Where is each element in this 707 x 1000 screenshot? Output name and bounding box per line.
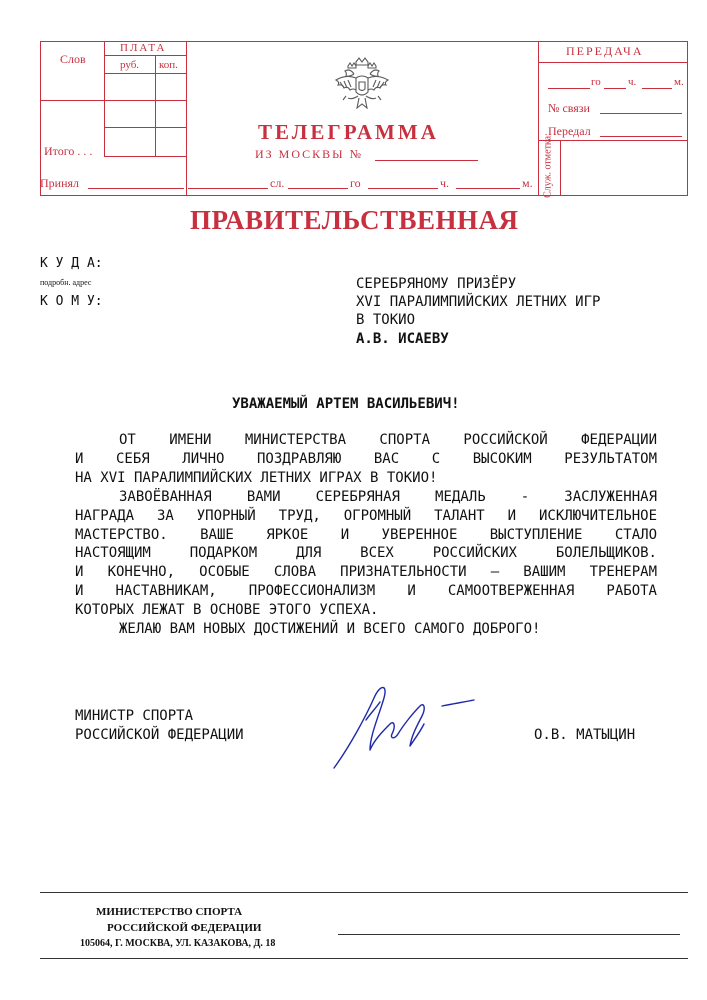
body-line-6: МАСТЕРСТВО. ВАШЕ ЯРКОЕ И УВЕРЕННОЕ ВЫСТУПЛЕНИЕ СТАЛО	[75, 526, 657, 543]
to-label: К О М У:	[40, 294, 103, 309]
recipient-line-2: XVI ПАРАЛИМПИЙСКИХ ЛЕТНИХ ИГР	[356, 294, 601, 310]
where-label: К У Д А:	[40, 256, 103, 271]
body-line-7: НАСТОЯЩИМ ПОДАРКОМ ДЛЯ ВСЕХ РОССИЙСКИХ БОЛЕЛЬЩИКОВ.	[75, 545, 657, 562]
date-hour-label: ч.	[628, 76, 637, 88]
signatory-position-line-2: РОССИЙСКОЙ ФЕДЕРАЦИИ	[75, 727, 244, 743]
telegram-title: ТЕЛЕГРАММА	[258, 120, 439, 144]
greeting: УВАЖАЕМЫЙ АРТЕМ ВАСИЛЬЕВИЧ!	[232, 396, 460, 412]
transmission-label: ПЕРЕДАЧА	[566, 44, 644, 58]
total-label: Итого . . .	[44, 144, 93, 158]
payment-label: ПЛАТА	[120, 42, 167, 54]
from-moscow-label: ИЗ МОСКВЫ №	[255, 147, 364, 161]
date-year-label: го	[591, 76, 601, 88]
body-line-10: КОТОРЫХ ЛЕЖАТ В ОСНОВЕ ЭТОГО УСПЕХА.	[75, 602, 379, 619]
rub-label: руб.	[120, 59, 140, 71]
recipient-line-1: СЕРЕБРЯНОМУ ПРИЗЁРУ	[356, 276, 517, 292]
bottom-min-label: м.	[522, 176, 533, 190]
footer-divider	[40, 892, 688, 893]
footer-signature-line	[338, 934, 680, 935]
received-label: Принял	[40, 176, 80, 190]
bottom-year-label: го	[350, 176, 361, 190]
body-line-5: НАГРАДА ЗА УПОРНЫЙ ТРУД, ОГРОМНЫЙ ТАЛАНТ И ИСКЛЮЧИТЕЛЬНОЕ	[75, 507, 657, 524]
body-line-1: ОТ ИМЕНИ МИНИСТЕРСТВА СПОРТА РОССИЙСКОЙ ФЕДЕРАЦИИ	[119, 432, 657, 448]
body-line-8: И КОНЕЧНО, ОСОБЫЕ СЛОВА ПРИЗНАТЕЛЬНОСТИ – ВАШИМ ТРЕНЕРАМ	[75, 564, 657, 581]
kop-label: коп.	[159, 59, 178, 71]
recipient-name: А.В. ИСАЕВУ	[356, 331, 449, 347]
telegram-type-heading: ПРАВИТЕЛЬСТВЕННАЯ	[190, 205, 519, 235]
date-min-label: м.	[674, 76, 684, 88]
body-line-9: И НАСТАВНИКАМ, ПРОФЕССИОНАЛИЗМ И САМООТВЕРЖЕННАЯ РАБОТА	[75, 583, 657, 600]
signatory-position-line-1: МИНИСТР СПОРТА	[75, 708, 194, 724]
bottom-hour-label: ч.	[440, 176, 450, 190]
footer-bottom-line	[40, 958, 688, 959]
footer-org-line-2: РОССИЙСКОЙ ФЕДЕРАЦИИ	[107, 922, 262, 934]
words-label: Слов	[60, 52, 86, 66]
signatory-name: О.В. МАТЫЦИН	[534, 727, 636, 743]
footer-org-line-1: МИНИСТЕРСТВО СПОРТА	[96, 906, 243, 918]
link-number-label: № связи	[548, 101, 590, 115]
transmitted-label: Передал	[548, 124, 591, 138]
double-headed-eagle-emblem-icon	[332, 52, 392, 122]
service-mark-label: Служ. отметка:	[542, 133, 554, 198]
body-line-3: НА XVI ПАРАЛИМПИЙСКИХ ЛЕТНИХ ИГРАХ В ТОКИО!	[75, 469, 438, 486]
message-body	[75, 431, 657, 639]
bottom-sl-label: сл.	[270, 176, 285, 190]
body-line-4: ЗАВОЁВАННАЯ ВАМИ СЕРЕБРЯНАЯ МЕДАЛЬ - ЗАСЛУЖЕННАЯ	[119, 488, 657, 505]
handwritten-signature	[330, 676, 480, 776]
footer-address: 105064, Г. МОСКВА, УЛ. КАЗАКОВА, Д. 18	[80, 938, 276, 949]
address-detail-label: подробн. адрес	[40, 278, 92, 287]
telegram-form	[0, 0, 707, 200]
body-line-11: ЖЕЛАЮ ВАМ НОВЫХ ДОСТИЖЕНИЙ И ВСЕГО САМОГО ДОБРОГО!	[119, 621, 541, 638]
body-line-2: И СЕБЯ ЛИЧНО ПОЗДРАВЛЯЮ ВАС С ВЫСОКИМ РЕЗУЛЬТАТОМ	[75, 450, 657, 467]
recipient-line-3: В ТОКИО	[356, 312, 416, 328]
